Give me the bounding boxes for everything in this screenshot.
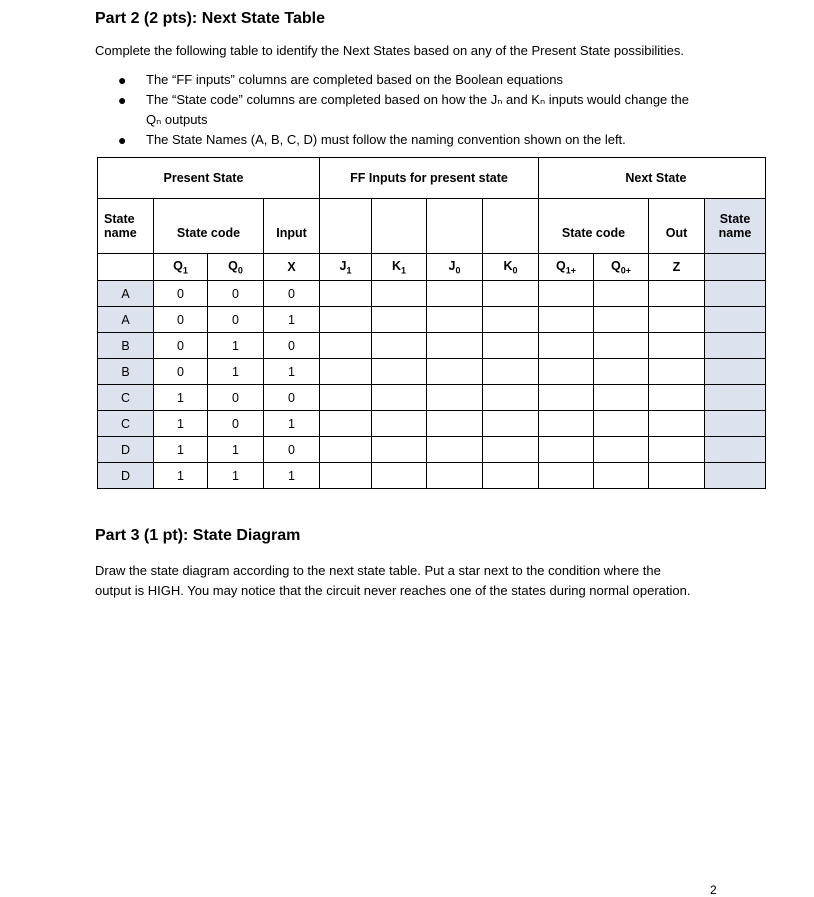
next-state-name-header: State name <box>705 199 766 254</box>
z-cell[interactable] <box>649 359 705 385</box>
next-state-header: Next State <box>539 158 705 199</box>
k1-cell[interactable] <box>372 281 427 307</box>
q0-next-cell[interactable] <box>594 385 649 411</box>
z-cell[interactable] <box>649 281 705 307</box>
table-row <box>98 411 766 437</box>
j0-cell[interactable] <box>427 385 483 411</box>
k0-cell[interactable] <box>483 437 539 463</box>
x-cell: 0 <box>264 385 320 411</box>
q0-header: $Q_0$ <box>208 254 264 281</box>
state-name-cell: B <box>98 333 154 359</box>
bullet-icon: ● <box>118 72 127 88</box>
next-state-name-cell[interactable] <box>705 359 766 385</box>
next-state-code-header: State code <box>539 199 649 254</box>
state-name-cell: A <box>98 307 154 333</box>
x-header: X <box>264 254 320 281</box>
next-state-name-cell[interactable] <box>705 411 766 437</box>
table-row <box>98 333 766 359</box>
x-cell: 0 <box>264 281 320 307</box>
state-name-cell: D <box>98 463 154 489</box>
present-state-header: Present State <box>154 158 320 199</box>
table-row <box>98 437 766 463</box>
x-cell: 0 <box>264 333 320 359</box>
k0-cell[interactable] <box>483 307 539 333</box>
q0-cell: 1 <box>208 463 264 489</box>
j1-cell[interactable] <box>320 463 372 489</box>
q0-cell: 1 <box>208 437 264 463</box>
state-name-header: State name <box>98 199 154 254</box>
next-state-table <box>97 157 766 489</box>
j0-cell[interactable] <box>427 437 483 463</box>
q1-next-cell[interactable] <box>539 437 594 463</box>
z-cell[interactable] <box>649 437 705 463</box>
q0-next-cell[interactable] <box>594 281 649 307</box>
j0-cell[interactable] <box>427 359 483 385</box>
page-number: 2 <box>710 883 717 897</box>
part3-title: Part 3 (1 pt): State Diagram <box>95 527 301 544</box>
x-cell: 1 <box>264 463 320 489</box>
bullet-icon: ● <box>118 92 127 108</box>
q1-next-header: $Q_{1+}$ <box>539 254 594 281</box>
list-item: ● The State Names (A, B, C, D) must follow the naming convention shown on the left. <box>118 132 626 148</box>
k1-header: $K_1$ <box>372 254 427 281</box>
x-cell: 0 <box>264 437 320 463</box>
q1-cell: 1 <box>154 437 208 463</box>
k1-cell[interactable] <box>372 359 427 385</box>
k1-cell[interactable] <box>372 385 427 411</box>
next-state-name-cell[interactable] <box>705 281 766 307</box>
q1-next-cell[interactable] <box>539 463 594 489</box>
q0-next-cell[interactable] <box>594 333 649 359</box>
k1-cell[interactable] <box>372 333 427 359</box>
list-item-continuation: Qₙ outputs <box>146 112 208 127</box>
out-header: Out <box>649 199 705 254</box>
j1-cell[interactable] <box>320 333 372 359</box>
list-item: ● The “State code” columns are completed based on how the Jₙ and Kₙ inputs would change the <box>118 92 689 108</box>
j0-cell[interactable] <box>427 307 483 333</box>
next-state-name-cell[interactable] <box>705 385 766 411</box>
q1-header: $Q_1$ <box>154 254 208 281</box>
next-state-name-cell[interactable] <box>705 463 766 489</box>
q0-cell: 1 <box>208 333 264 359</box>
q0-cell: 0 <box>208 281 264 307</box>
k1-cell[interactable] <box>372 463 427 489</box>
j1-cell[interactable] <box>320 359 372 385</box>
q1-next-cell[interactable] <box>539 281 594 307</box>
z-cell[interactable] <box>649 307 705 333</box>
k0-cell[interactable] <box>483 385 539 411</box>
q0-next-cell[interactable] <box>594 307 649 333</box>
table-row <box>98 281 766 307</box>
k1-cell[interactable] <box>372 437 427 463</box>
z-cell[interactable] <box>649 333 705 359</box>
j1-header: $J_1$ <box>320 254 372 281</box>
j1-cell[interactable] <box>320 385 372 411</box>
j1-cell[interactable] <box>320 281 372 307</box>
q0-next-cell[interactable] <box>594 437 649 463</box>
q0-cell: 1 <box>208 359 264 385</box>
q1-cell: 0 <box>154 281 208 307</box>
part2-intro: Complete the following table to identify the Next States based on any of the Present State possibilities. <box>95 43 684 58</box>
j0-cell[interactable] <box>427 411 483 437</box>
k0-cell[interactable] <box>483 411 539 437</box>
q1-next-cell[interactable] <box>539 333 594 359</box>
k0-header: $K_0$ <box>483 254 539 281</box>
j0-header: $J_0$ <box>427 254 483 281</box>
q1-cell: 1 <box>154 463 208 489</box>
q0-cell: 0 <box>208 307 264 333</box>
j1-cell[interactable] <box>320 307 372 333</box>
q0-next-cell[interactable] <box>594 359 649 385</box>
z-cell[interactable] <box>649 411 705 437</box>
q0-cell: 0 <box>208 385 264 411</box>
q1-cell: 0 <box>154 359 208 385</box>
k0-cell[interactable] <box>483 359 539 385</box>
q1-next-cell[interactable] <box>539 307 594 333</box>
table-row <box>98 385 766 411</box>
q1-cell: 0 <box>154 307 208 333</box>
q0-next-header: $Q_{0+}$ <box>594 254 649 281</box>
k0-cell[interactable] <box>483 281 539 307</box>
z-header: Z <box>649 254 705 281</box>
j1-cell[interactable] <box>320 437 372 463</box>
k1-cell[interactable] <box>372 307 427 333</box>
next-state-name-cell[interactable] <box>705 333 766 359</box>
state-name-cell: C <box>98 385 154 411</box>
j0-cell[interactable] <box>427 333 483 359</box>
list-item: ● The “FF inputs” columns are completed based on the Boolean equations <box>118 72 563 88</box>
state-name-cell: B <box>98 359 154 385</box>
table-row <box>98 359 766 385</box>
part3-text: Draw the state diagram according to the next state table. Put a star next to the condition where the output is HIGH. You may notice that the circuit never reaches one of the states during normal operation. <box>95 563 691 598</box>
q1-next-cell[interactable] <box>539 411 594 437</box>
next-state-name-cell[interactable] <box>705 307 766 333</box>
z-cell[interactable] <box>649 463 705 489</box>
instruction-list <box>118 70 718 150</box>
x-cell: 1 <box>264 359 320 385</box>
q1-cell: 1 <box>154 385 208 411</box>
q0-next-cell[interactable] <box>594 411 649 437</box>
j1-cell[interactable] <box>320 411 372 437</box>
x-cell: 1 <box>264 411 320 437</box>
state-name-cell: C <box>98 411 154 437</box>
j0-cell[interactable] <box>427 281 483 307</box>
state-name-cell: A <box>98 281 154 307</box>
q0-cell: 0 <box>208 411 264 437</box>
k0-cell[interactable] <box>483 463 539 489</box>
q1-next-cell[interactable] <box>539 359 594 385</box>
j0-cell[interactable] <box>427 463 483 489</box>
q1-next-cell[interactable] <box>539 385 594 411</box>
ff-inputs-header: FF Inputs for present state <box>320 158 539 199</box>
q1-cell: 0 <box>154 333 208 359</box>
state-code-header: State code <box>154 199 264 254</box>
q1-cell: 1 <box>154 411 208 437</box>
part2-title: Part 2 (2 pts): Next State Table <box>95 10 325 27</box>
k1-cell[interactable] <box>372 411 427 437</box>
z-cell[interactable] <box>649 385 705 411</box>
state-name-cell: D <box>98 437 154 463</box>
next-state-name-cell[interactable] <box>705 437 766 463</box>
q0-next-cell[interactable] <box>594 463 649 489</box>
x-cell: 1 <box>264 307 320 333</box>
table-row <box>98 307 766 333</box>
table-row <box>98 463 766 489</box>
k0-cell[interactable] <box>483 333 539 359</box>
bullet-icon: ● <box>118 132 127 148</box>
input-header: Input <box>264 199 320 254</box>
